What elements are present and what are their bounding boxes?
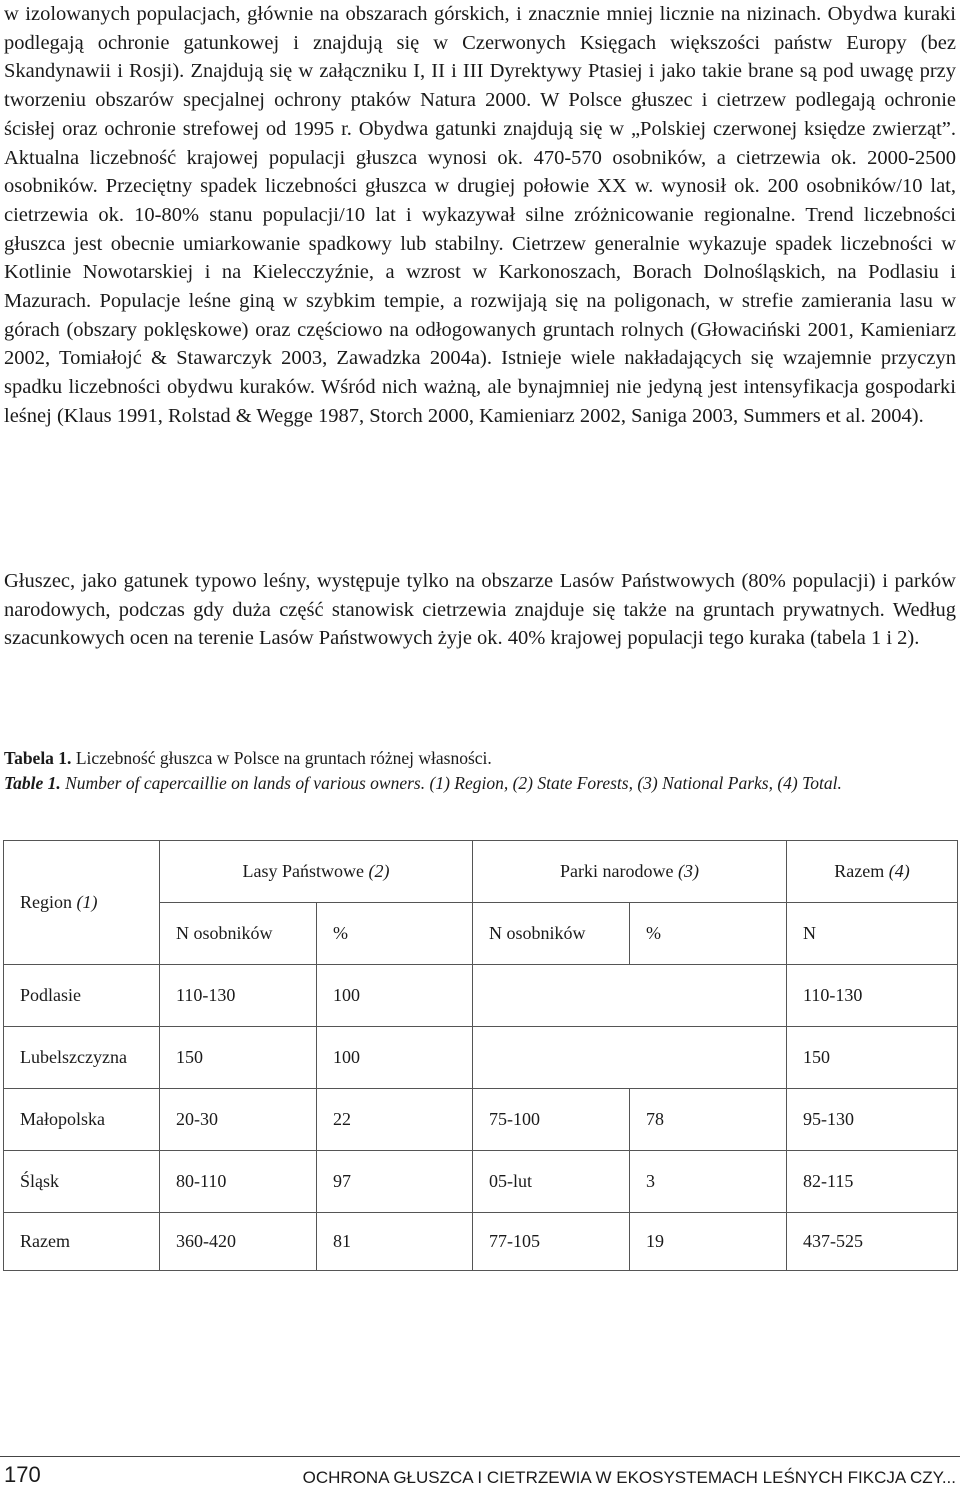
table-cell: Podlasie	[4, 965, 160, 1027]
table-cell: 20-30	[160, 1089, 317, 1151]
table-row	[4, 1089, 958, 1151]
caption-text-english: Number of capercaillie on lands of various owners. (1) Region, (2) State Forests, (3) National Parks, (4) Total.	[60, 773, 842, 793]
subheader-razem-n: N	[787, 903, 958, 965]
table-cell: 3	[630, 1151, 787, 1213]
caption-label-english: Table 1.	[4, 773, 61, 793]
table-cell: 77-105	[473, 1213, 630, 1271]
table-cell-empty	[473, 1027, 787, 1089]
table-caption-polish	[4, 746, 956, 771]
table-cell: Małopolska	[4, 1089, 160, 1151]
table-cell: 22	[317, 1089, 473, 1151]
table-cell: 19	[630, 1213, 787, 1271]
header-region: Region (1)	[4, 841, 160, 965]
table-cell: 100	[317, 1027, 473, 1089]
table-cell: 82-115	[787, 1151, 958, 1213]
header-parki-narodowe: Parki narodowe (3)	[473, 841, 787, 903]
subheader-lasy-n: N osobników	[160, 903, 317, 965]
table-row	[4, 965, 958, 1027]
table-row	[4, 1151, 958, 1213]
table-row	[4, 1027, 958, 1089]
subheader-parki-n: N osobników	[473, 903, 630, 965]
table-cell: 78	[630, 1089, 787, 1151]
header-lasy-panstwowe: Lasy Państwowe (2)	[160, 841, 473, 903]
subheader-parki-pct: %	[630, 903, 787, 965]
table-cell: Lubelszczyzna	[4, 1027, 160, 1089]
page-number: 170	[4, 1462, 41, 1487]
table-cell: 05-lut	[473, 1151, 630, 1213]
caption-text-polish: Liczebność głuszca w Polsce na gruntach różnej własności.	[71, 748, 492, 768]
table-cell: 437-525	[787, 1213, 958, 1271]
table-cell: 81	[317, 1213, 473, 1271]
table-row	[4, 1213, 958, 1271]
table-cell: Razem	[4, 1213, 160, 1271]
table-cell: 360-420	[160, 1213, 317, 1271]
table-caption-english	[4, 771, 956, 796]
table-cell: 110-130	[160, 965, 317, 1027]
table-cell: 80-110	[160, 1151, 317, 1213]
body-paragraph-2: Głuszec, jako gatunek typowo leśny, występuje tylko na obszarze Lasów Państwowych (80% populacji) i parków narodowych, podczas gdy duża część stanowisk cietrzewia znajduje się także na gruntach prywatnych. Według szacunkowych ocen na terenie Lasów Państwowych żyje ok. 40% krajowej populacji tego kuraka (tabela 1 i 2).	[4, 570, 956, 650]
table-cell: 150	[160, 1027, 317, 1089]
subheader-lasy-pct: %	[317, 903, 473, 965]
table-cell: 110-130	[787, 965, 958, 1027]
body-paragraph-1: w izolowanych populacjach, głównie na obszarach górskich, i znacznie mniej licznie na nizinach. Obydwa kuraki podlegają ochronie gatunkowej i znajdują się w Czerwonych Księgach większości państw Europy (bez Skandynawii i Rosji). Znajdują się w załączniku I, II i III Dyrektywy Ptasiej i jako takie brane są pod uwagę przy tworzeniu obszarów specjalnej ochrony ptaków Natura 2000. W Polsce głuszec i cietrzew podlegają ochronie ścisłej oraz ochronie strefowej od 1995 r. Obydwa gatunki znajdują się w „Polskiej czerwonej księdze zwierząt”. Aktualna liczebność krajowej populacji głuszca wynosi ok. 470-570 osobników, a cietrzewia ok. 2000-2500 osobników. Przeciętny spadek liczebności głuszca w drugiej połowie XX w. wynosił ok. 200 osobników/10 lat, cietrzewia ok. 10-80% stanu populacji/10 lat i wykazywał silne zróżnicowanie regionalne. Trend liczebności głuszca jest obecnie umiarkowanie spadkowy lub stabilny. Cietrzew generalnie wykazuje spadek liczebności w Kotlinie Nowotarskiej i na Kielecczyźnie, a wzrost w Karkonoszach, Borach Dolnośląskich, na Podlasiu i Mazurach. Populacje leśne giną w szybkim tempie, a rozwijają się na poligonach, w strefie zamierania lasu w górach (obszary poklęskowe) oraz częściowo na odłogowanych gruntach rolnych (Głowaciński 2001, Kamieniarz 2002, Tomiałojć & Stawarczyk 2003, Zawadzka 2004a). Istnieje wiele nakładających się wzajemnie przyczyn spadku liczebności obydwu kuraków. Wśród nich ważną, ale bynajmniej nie jedyną jest intensyfikacja gospodarki leśnej (Klaus 1991, Rolstad & Wegge 1987, Storch 2000, Kamieniarz 2002, Saniga 2003, Summers et al. 2004).	[4, 3, 956, 427]
table-header-row-1	[4, 841, 958, 903]
table-cell: Śląsk	[4, 1151, 160, 1213]
table-cell-empty	[473, 965, 787, 1027]
running-title: OCHRONA GŁUSZCA I CIETRZEWIA W EKOSYSTEMACH LEŚNYCH FIKCJA CZY...	[302, 1468, 956, 1487]
caption-label-polish: Tabela 1.	[4, 748, 72, 768]
table-cell: 75-100	[473, 1089, 630, 1151]
footer-rule	[0, 1456, 960, 1457]
capercaillie-table	[3, 840, 958, 1271]
table-cell: 150	[787, 1027, 958, 1089]
table-cell: 95-130	[787, 1089, 958, 1151]
table-cell: 97	[317, 1151, 473, 1213]
table-cell: 100	[317, 965, 473, 1027]
header-razem: Razem (4)	[787, 841, 958, 903]
